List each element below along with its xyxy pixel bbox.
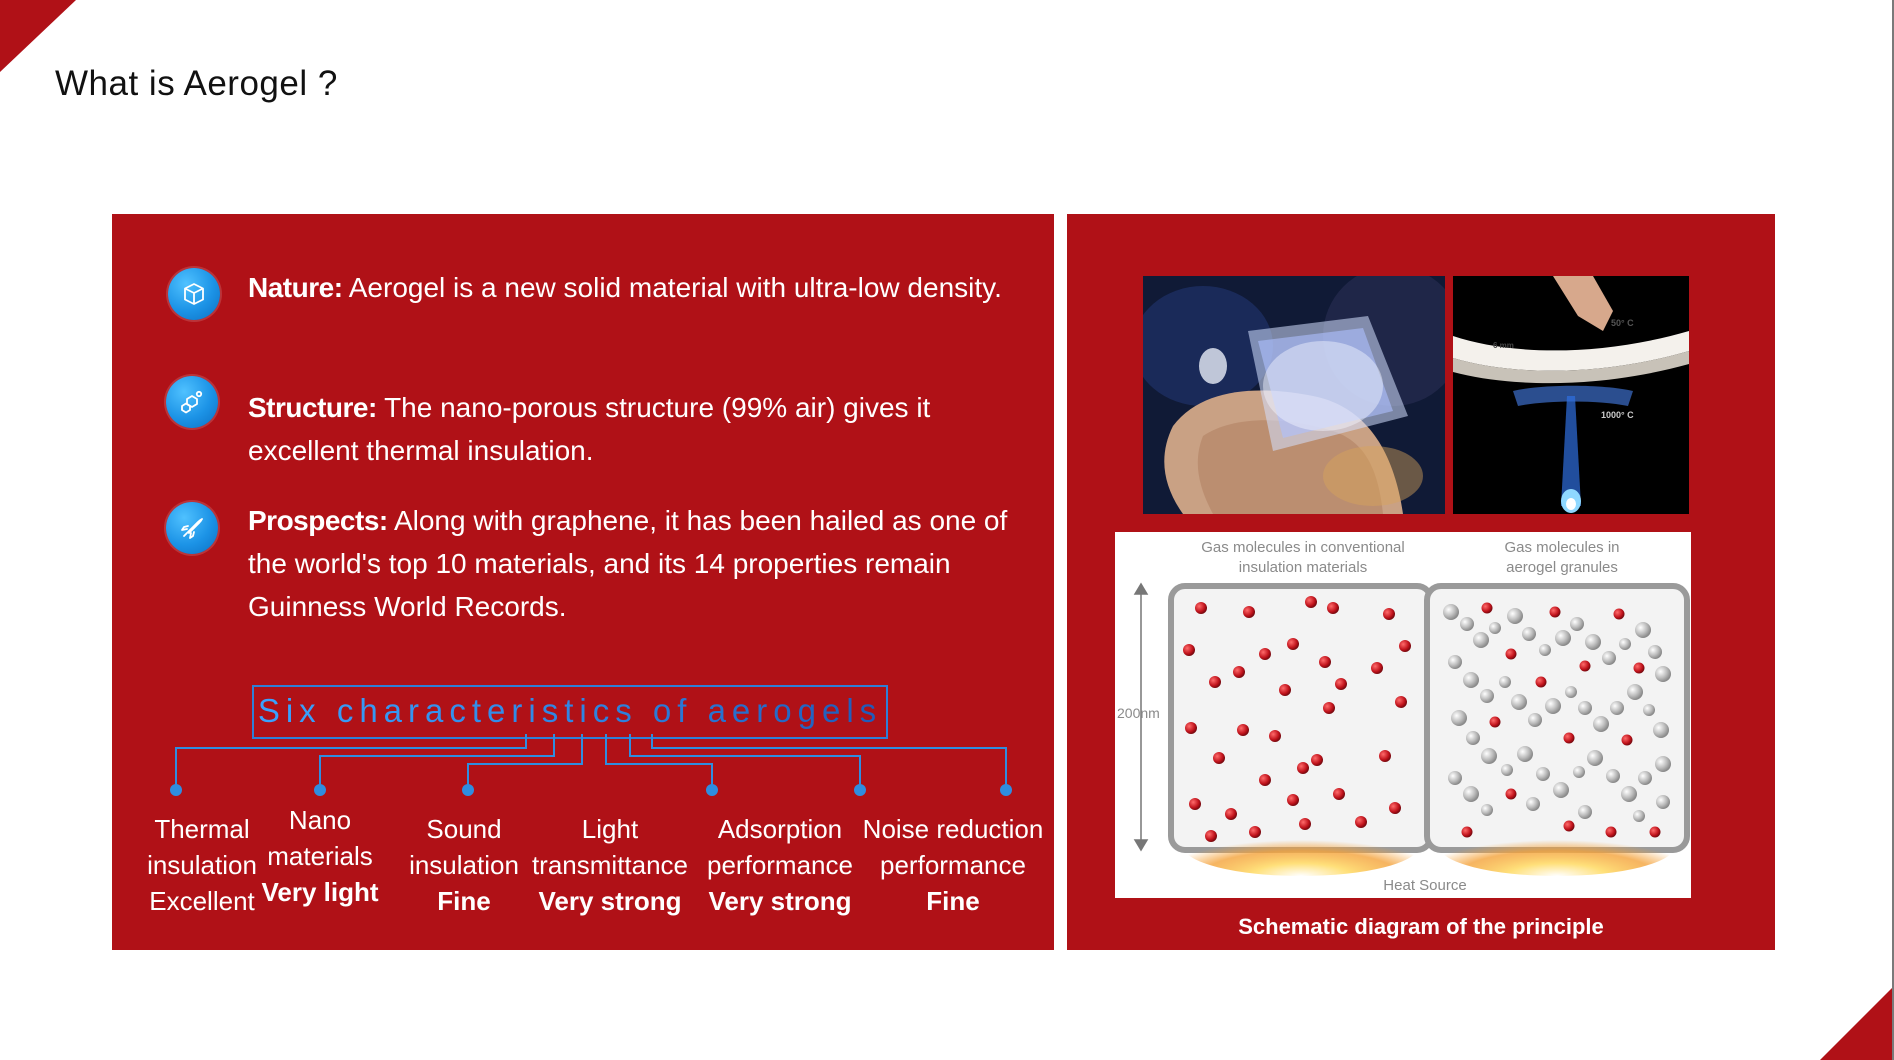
diagram-scale-label: 200nm (1117, 705, 1160, 721)
point-prospects-label: Prospects: (248, 505, 388, 536)
six-characteristics-title: Six characteristics of aerogels (254, 692, 886, 730)
aerogel-flame-photo (1453, 276, 1689, 514)
characteristic-adsorption-performance (690, 811, 870, 919)
rocket-icon (166, 502, 218, 554)
point-structure-text: The nano-porous structure (99% air) gives it excellent thermal insulation. (248, 392, 931, 466)
six-characteristics-box (252, 685, 888, 739)
diagram-left-title-2: insulation materials (1238, 559, 1368, 576)
characteristic-name-line: insulation (409, 850, 519, 880)
molecule-icon (166, 376, 218, 428)
cube-icon (168, 268, 220, 320)
node-nano (314, 784, 326, 796)
diagram-right-title-1: Gas molecules in (1504, 539, 1620, 556)
point-structure-label: Structure: (248, 392, 377, 423)
point-prospects (248, 499, 1008, 628)
characteristic-name-line: Thermal (154, 814, 250, 844)
photo-temp-top: 50° C (1611, 318, 1634, 328)
node-adsorption (854, 784, 866, 796)
characteristic-name-line: Light (581, 814, 639, 844)
left-panel (112, 214, 1054, 950)
characteristic-value: Fine (437, 886, 491, 916)
characteristic-light-transmittance (520, 811, 700, 919)
characteristic-value: Very strong (538, 886, 682, 916)
characteristic-value: Fine (926, 886, 980, 916)
characteristic-name-line: Noise reduction (862, 814, 1044, 844)
right-panel (1067, 214, 1775, 950)
node-light (706, 784, 718, 796)
aerogel-flame-illustration (1453, 276, 1689, 514)
corner-decoration-bottom-right (1820, 988, 1892, 1060)
point-prospects-text: Along with graphene, it has been hailed as one of the world's top 10 materials, and its 14 properties remain Guinness World Records. (248, 505, 1008, 622)
connector-nano (320, 734, 554, 790)
diagram-right-title-2: aerogel granules (1506, 559, 1618, 576)
point-nature-text: Aerogel is a new solid material with ultra-low density. (342, 272, 1002, 303)
photo-thickness: 6 mm (1493, 341, 1514, 350)
connector-adsorption (630, 734, 860, 790)
characteristic-name-line: Adsorption (717, 814, 843, 844)
characteristics-connector-tree (112, 734, 1054, 804)
characteristic-name-line: performance (707, 850, 853, 880)
aerogel-in-hand-illustration (1143, 276, 1445, 514)
characteristic-name-line: Nano (288, 805, 352, 835)
aerogel-in-hand-photo (1143, 276, 1445, 514)
point-nature-label: Nature: (248, 272, 343, 303)
node-sound (462, 784, 474, 796)
principle-diagram (1115, 532, 1691, 898)
characteristic-value: Very light (261, 877, 379, 907)
node-noise (1000, 784, 1012, 796)
photo-temp-bottom: 1000° C (1601, 410, 1634, 420)
characteristic-value: Very strong (708, 886, 852, 916)
characteristic-value: Excellent (149, 886, 255, 916)
characteristic-name-line: Sound (426, 814, 502, 844)
point-nature (248, 262, 1008, 314)
characteristic-name-line: performance (880, 850, 1026, 880)
connector-light (606, 734, 712, 790)
principle-diagram-illustration (1115, 532, 1691, 898)
characteristic-name-line: materials (267, 841, 373, 871)
slide-title: What is Aerogel ? (55, 64, 338, 103)
corner-decoration-top-left (0, 0, 76, 72)
connector-thermal (176, 734, 526, 790)
point-structure (248, 386, 1008, 472)
diagram-left-title-1: Gas molecules in conventional (1201, 539, 1405, 556)
characteristic-name-line: transmittance (531, 850, 689, 880)
characteristic-name-line: insulation (147, 850, 257, 880)
diagram-heat-source: Heat Source (1383, 877, 1467, 894)
node-thermal (170, 784, 182, 796)
connector-noise (652, 734, 1006, 790)
diagram-caption: Schematic diagram of the principle (1238, 914, 1604, 939)
characteristic-noise-reduction-performance (858, 811, 1048, 919)
